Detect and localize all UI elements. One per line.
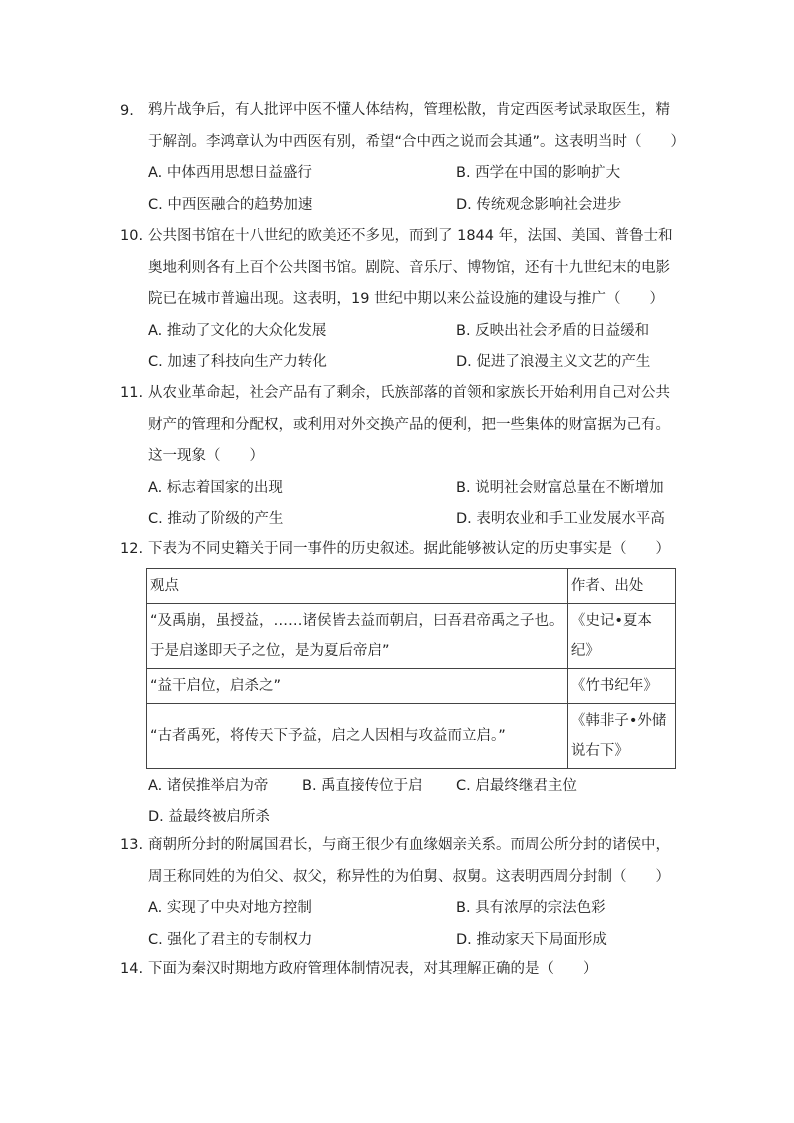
question-13: [120, 830, 680, 956]
options-row: [148, 925, 680, 957]
option-b[interactable]: B. 说明社会财富总量在不断增加: [456, 479, 664, 496]
question-12: [120, 534, 680, 834]
table-cell: 《史记•夏本纪》: [567, 603, 675, 668]
options-row: [148, 893, 680, 925]
option-a[interactable]: A. 实现了中央对地方控制: [148, 900, 312, 916]
question-stem: 下表为不同史籍关于同一事件的历史叙述。据此能够被认定的历史事实是（ ）: [148, 541, 670, 557]
question-stem: 公共图书馆在十八世纪的欧美还不多见，而到了 1844 年，法国、美国、普鲁士和奥地利则各有上百个公共图书馆。剧院、音乐厅、博物馆，还有十九世纪末的电影院已在城市普遍出现。这表明，19 世纪中期以来公益设施的建设与推广（ ）: [148, 228, 673, 307]
table-cell: 《竹书纪年》: [567, 668, 675, 703]
option-c[interactable]: C. 启最终继君主位: [456, 777, 577, 794]
table-cell: “古者禹死，将传天下予益，启之人因相与攻益而立启。”: [147, 703, 568, 768]
options-row: [148, 473, 680, 505]
question-number: 14.: [120, 961, 144, 977]
option-a[interactable]: A. 标志着国家的出现: [148, 479, 283, 496]
question-number: 9.: [120, 103, 134, 119]
table-cell: “及禹崩，虽授益，……诸侯皆去益而朝启，曰吾君帝禹之子也。于是启遂即天子之位，是为夏后帝启”: [147, 603, 568, 668]
option-b[interactable]: B. 禹直接传位于启: [302, 777, 423, 794]
option-d[interactable]: D. 表明农业和手工业发展水平高: [456, 511, 665, 527]
question-stem: 鸦片战争后，有人批评中医不懂人体结构，管理松散，肯定西医考试录取医生，精于解剖。李鸿章认为中西医有别，希望“合中西之说而会其通”。这表明当时（ ）: [148, 102, 686, 150]
option-b[interactable]: B. 具有浓厚的宗法色彩: [456, 900, 606, 916]
option-b[interactable]: B. 反映出社会矛盾的日益缓和: [456, 322, 650, 339]
option-c[interactable]: C. 加速了科技向生产力转化: [148, 354, 327, 370]
question-stem: 商朝所分封的附属国君长，与商王很少有血缘姻亲关系。而周公所分封的诸侯中，周王称同姓的为伯父、叔父，称异性的为伯舅、叔舅。这表明西周分封制（ ）: [148, 837, 670, 885]
table-header-cell: 作者、出处: [567, 568, 675, 603]
option-d[interactable]: D. 传统观念影响社会进步: [456, 196, 622, 213]
option-c[interactable]: C. 中西医融合的趋势加速: [148, 196, 313, 213]
options-row: [148, 158, 680, 190]
question-11: [120, 378, 680, 536]
table-row: [147, 703, 676, 768]
option-d[interactable]: D. 促进了浪漫主义文艺的产生: [456, 354, 651, 370]
options-row: [148, 190, 680, 222]
question-number: 13.: [120, 837, 144, 853]
options-row: [148, 347, 680, 379]
table-row: [147, 668, 676, 703]
table-cell: 《韩非子•外储说右下》: [567, 703, 675, 768]
option-c[interactable]: C. 强化了君主的专制权力: [148, 931, 313, 948]
question-number: 12.: [120, 541, 144, 557]
question-number: 10.: [120, 228, 144, 244]
table-header-cell: 观点: [147, 568, 568, 603]
table-cell: “益干启位，启杀之”: [147, 668, 568, 703]
option-d[interactable]: D. 益最终被启所杀: [148, 809, 270, 825]
table-row: [147, 603, 676, 668]
table-header-row: [147, 568, 676, 603]
question-14: [120, 954, 680, 986]
options-inline: [148, 771, 680, 834]
question-9: [120, 95, 686, 221]
options-row: [148, 504, 680, 536]
option-a[interactable]: A. 中体西用思想日益盛行: [148, 165, 312, 181]
option-b[interactable]: B. 西学在中国的影响扩大: [456, 165, 621, 181]
options-row: [148, 316, 680, 348]
question-stem: 从农业革命起，社会产品有了剩余，氏族部落的首领和家族长开始利用自己对公共财产的管理和分配权，或利用对外交换产品的便利，把一些集体的财富据为己有。这一现象（ ）: [148, 385, 670, 464]
question-number: 11.: [120, 385, 144, 401]
option-a[interactable]: A. 推动了文化的大众化发展: [148, 322, 327, 339]
option-d[interactable]: D. 推动家天下局面形成: [456, 931, 607, 948]
question-10: [120, 221, 680, 379]
option-a[interactable]: A. 诸侯推举启为帝: [148, 777, 269, 794]
question-stem: 下面为秦汉时期地方政府管理体制情况表，对其理解正确的是（ ）: [148, 961, 598, 977]
option-c[interactable]: C. 推动了阶级的产生: [148, 511, 284, 527]
history-table: [146, 568, 676, 769]
